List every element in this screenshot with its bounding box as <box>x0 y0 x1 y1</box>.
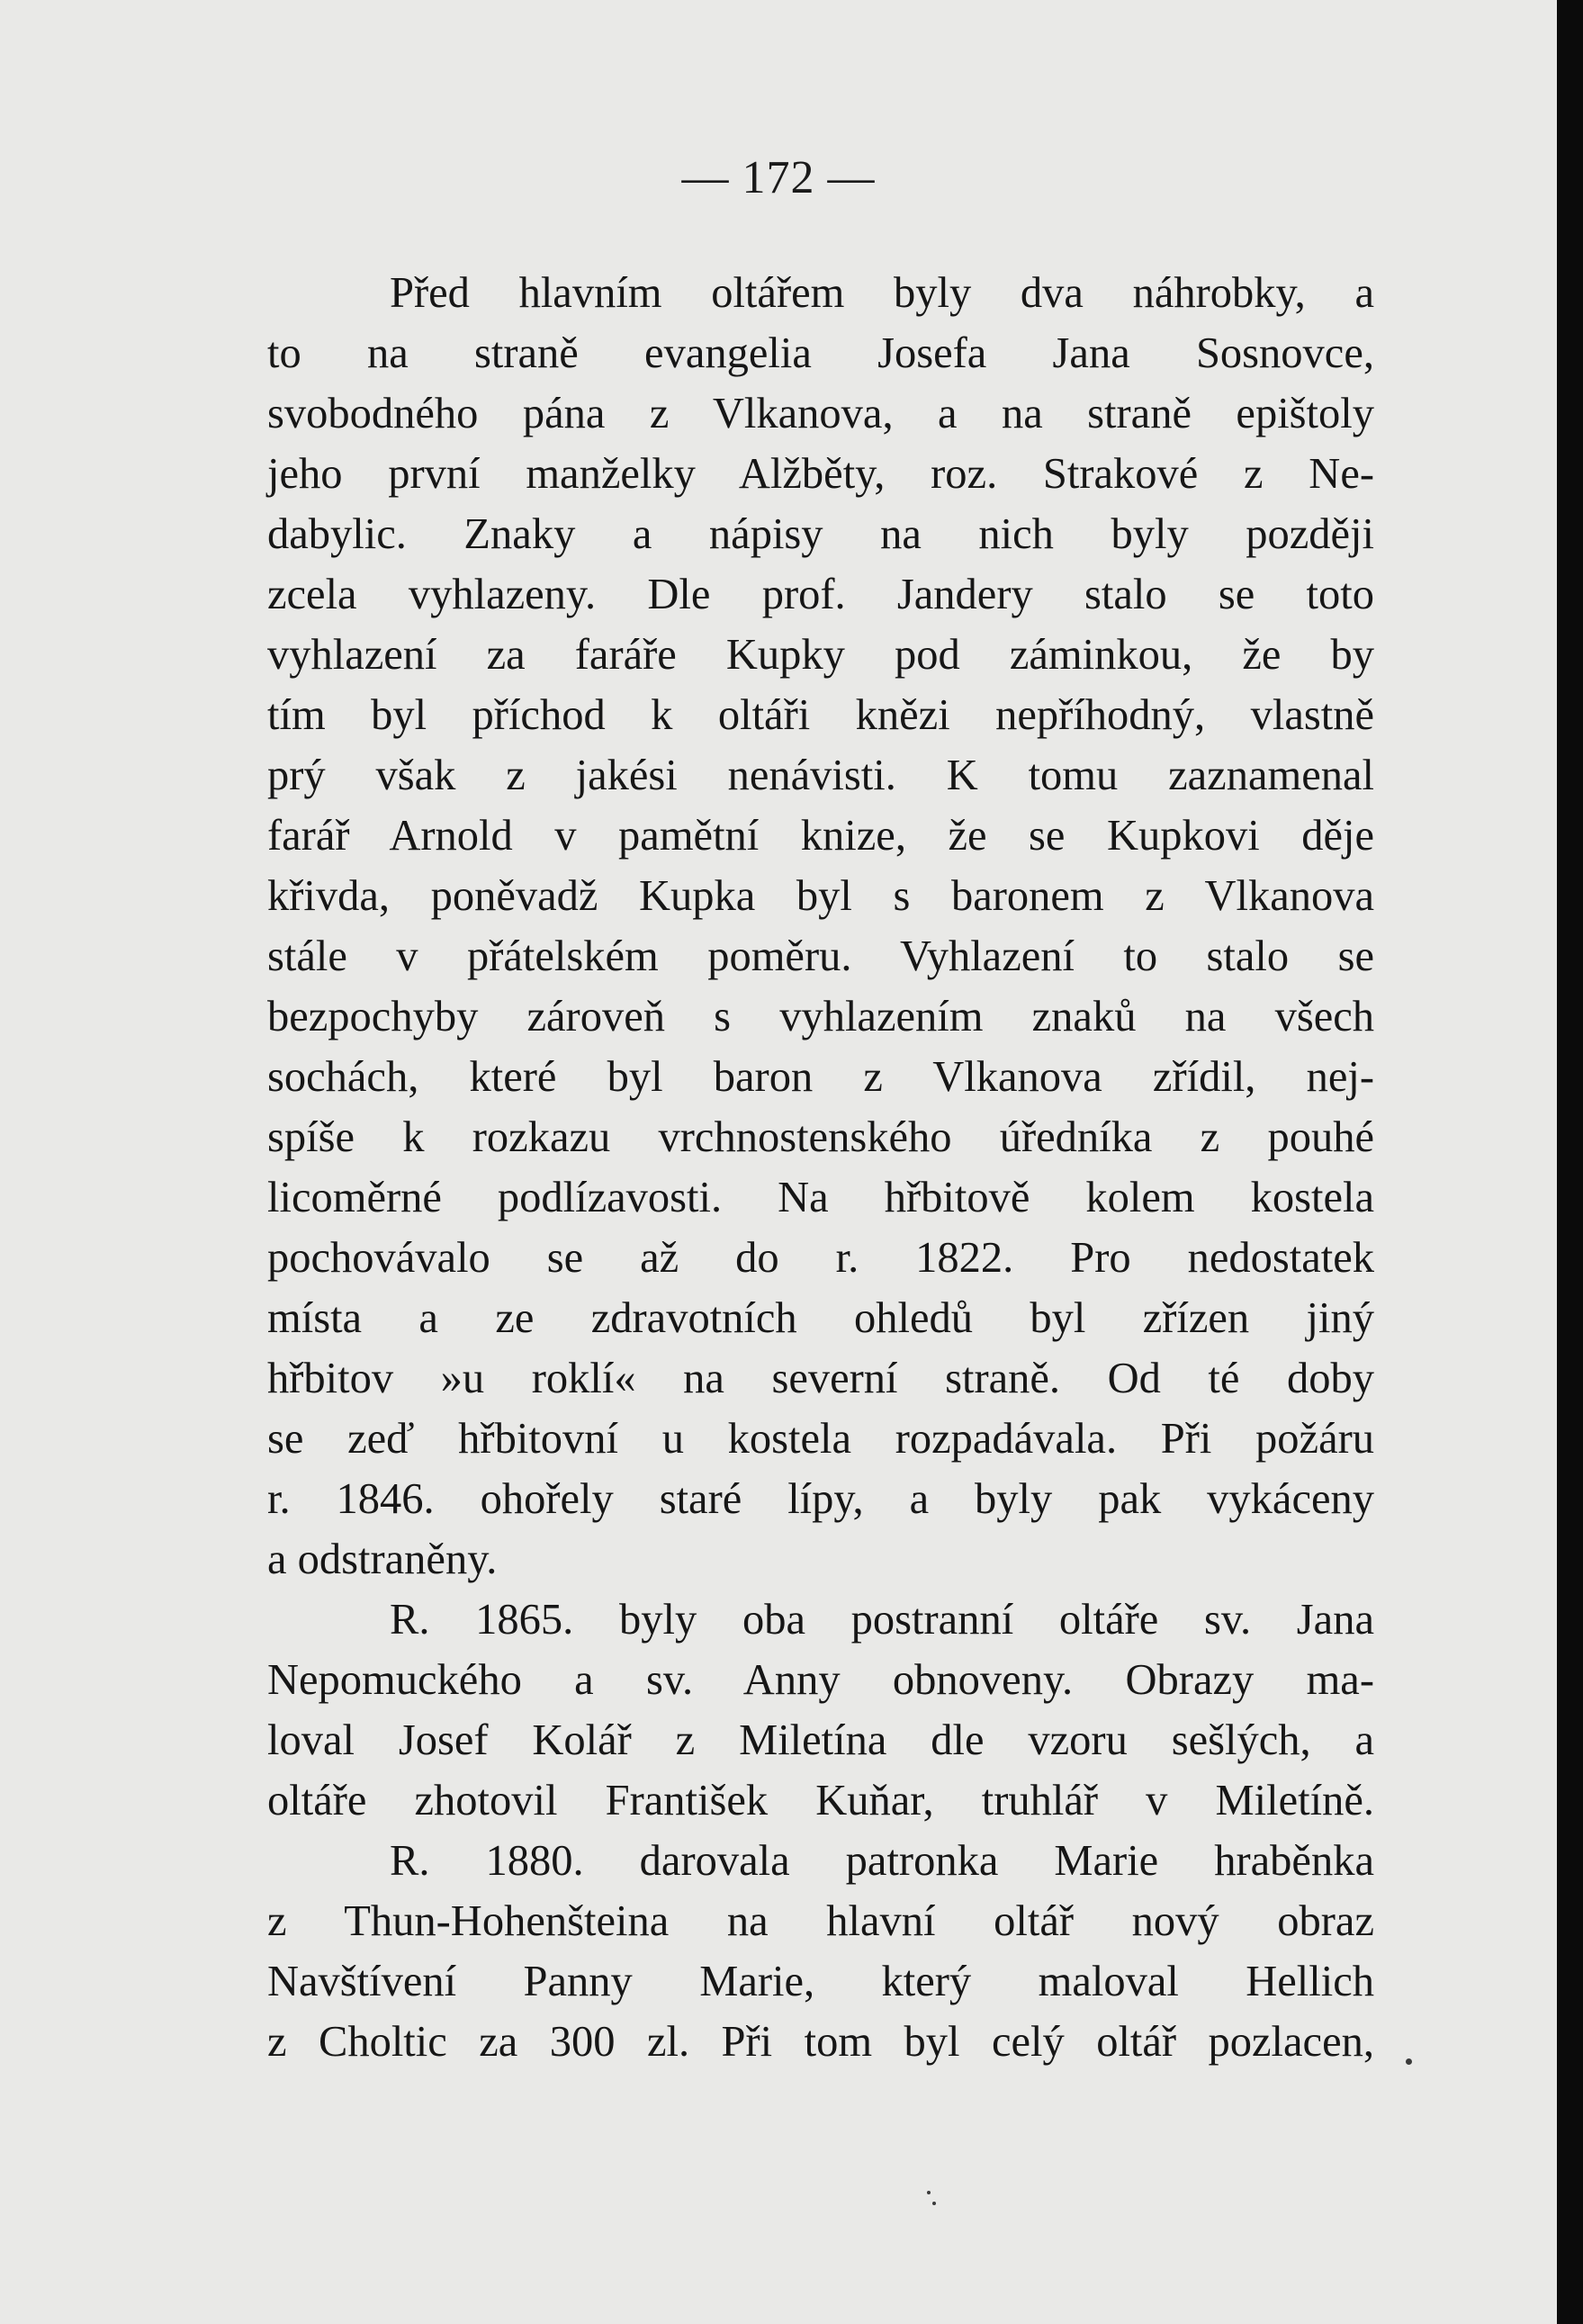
text-line: dabylic. Znaky a nápisy na nich byly později <box>267 510 1374 558</box>
text-line: se zeď hřbitovní u kostela rozpadávala. Při požáru <box>267 1415 1374 1463</box>
text-line: křivda, poněvadž Kupka byl s baronem z Vlkanova <box>267 872 1374 920</box>
text-line: a odstraněny. <box>267 1536 498 1583</box>
text-line: vyhlazení za faráře Kupky pod záminkou, že by <box>267 631 1374 679</box>
text-line: místa a ze zdravotních ohledů byl zřízen jiný <box>267 1294 1374 1342</box>
text-line: licoměrné podlízavosti. Na hřbitově kolem kostela <box>267 1174 1374 1221</box>
text-line: stále v přátelském poměru. Vyhlazení to stalo se <box>267 932 1374 980</box>
text-line: jeho první manželky Alžběty, roz. Strakové z Ne- <box>267 450 1374 498</box>
text-line: r. 1846. ohořely staré lípy, a byly pak vykáceny <box>267 1475 1374 1523</box>
text-line: Navštívení Panny Marie, který maloval Hellich <box>267 1958 1374 2005</box>
text-line: tím byl příchod k oltáři knězi nepříhodný, vlastně <box>267 691 1374 739</box>
text-line: z Thun-Hohenšteina na hlavní oltář nový obraz <box>267 1897 1374 1945</box>
text-line: loval Josef Kolář z Miletína dle vzoru sešlých, a <box>267 1716 1374 1764</box>
print-speck <box>932 2202 936 2205</box>
body-text <box>267 263 1374 2072</box>
text-line: R. 1865. byly oba postranní oltáře sv. Jana <box>390 1596 1374 1644</box>
print-speck <box>927 2191 931 2194</box>
print-speck <box>1406 2058 1412 2065</box>
text-line: hřbitov »u roklí« na severní straně. Od té doby <box>267 1355 1374 1402</box>
page-edge <box>1557 0 1583 2324</box>
text-line: Před hlavním oltářem byly dva náhrobky, a <box>390 269 1374 317</box>
text-line: svobodného pána z Vlkanova, a na straně epištoly <box>267 390 1374 437</box>
text-line: sochách, které byl baron z Vlkanova zřídil, nej- <box>267 1053 1374 1101</box>
text-line: farář Arnold v pamětní knize, že se Kupkovi děje <box>267 812 1374 860</box>
text-line: zcela vyhlazeny. Dle prof. Jandery stalo se toto <box>267 571 1374 618</box>
page-number: — 172 — <box>681 152 876 203</box>
text-line: R. 1880. darovala patronka Marie hraběnka <box>390 1837 1374 1885</box>
text-line: pochovávalo se až do r. 1822. Pro nedostatek <box>267 1234 1374 1282</box>
text-line: oltáře zhotovil František Kuňar, truhlář v Miletíně. <box>267 1777 1374 1824</box>
text-line: prý však z jakési nenávisti. K tomu zaznamenal <box>267 752 1374 799</box>
text-line: bezpochyby zároveň s vyhlazením znaků na všech <box>267 993 1374 1040</box>
text-line: Nepomuckého a sv. Anny obnoveny. Obrazy ma- <box>267 1656 1374 1704</box>
text-line: z Choltic za 300 zl. Při tom byl celý oltář pozlacen, <box>267 2018 1374 2066</box>
text-line: spíše k rozkazu vrchnostenského úředníka z pouhé <box>267 1113 1374 1161</box>
text-line: to na straně evangelia Josefa Jana Sosnovce, <box>267 329 1374 377</box>
